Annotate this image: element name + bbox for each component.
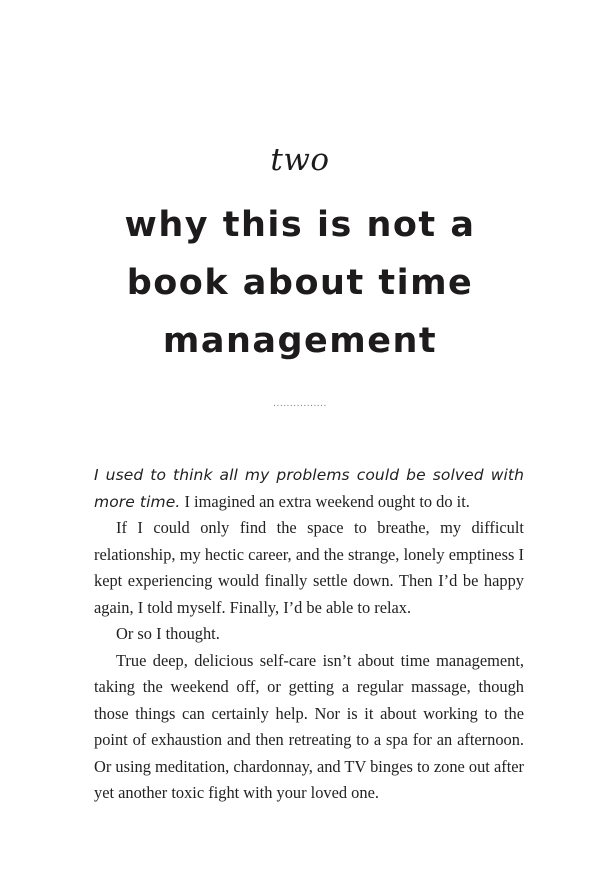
paragraph-1-rest: I imagined an extra weekend ought to do it. xyxy=(180,491,470,511)
paragraph-3: Or so I thought. xyxy=(116,624,220,643)
chapter-title: why this is not a book about time management xyxy=(124,205,476,361)
section-ornament: ................ xyxy=(273,399,327,409)
paragraph-4: True deep, delicious self-care isn’t about time management, taking the weekend off, or getting a regular massage, though those things can certainly help. Nor is it about working to the point of exhaustion and then retreating to a spa for an afternoon. Or using meditation, chardonnay, and TV binges to zone out after yet another toxic fight with your loved one. xyxy=(94,650,524,802)
paragraph-1 xyxy=(94,462,524,515)
lead-in: I used to think all my problems could be solved with more time. xyxy=(94,466,524,511)
paragraph-2: If I could only find the space to breathe, my difficult relationship, my hectic career, and the strange, lonely emptiness I kept experiencing would finally settle down. Then I’d be happy again, I told myself. Finally, I’d be able to relax. xyxy=(94,518,524,617)
chapter-number: two xyxy=(270,142,330,178)
chapter-body xyxy=(94,462,524,807)
